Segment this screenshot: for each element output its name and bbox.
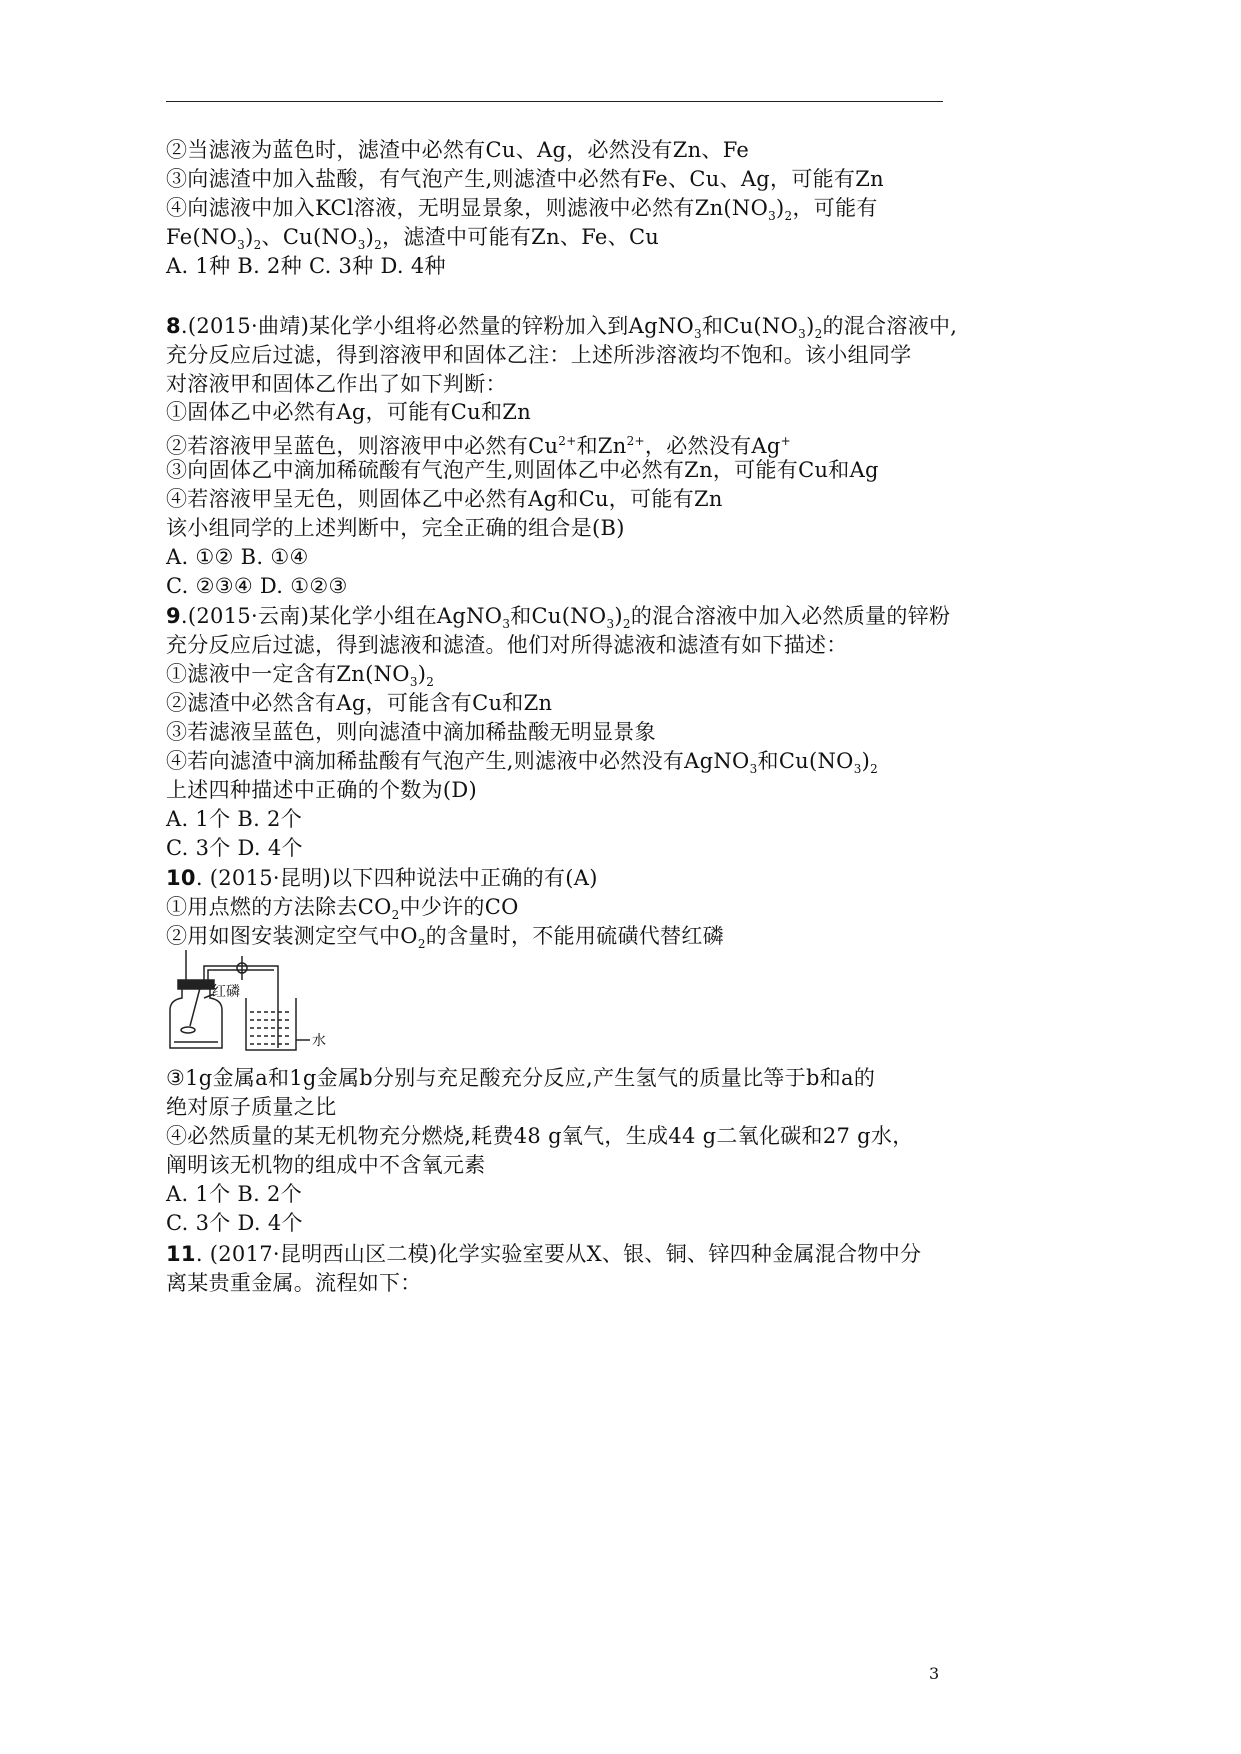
q9-statement-3: ③若滤液呈蓝色，则向滤渣中滴加稀盐酸无明显景象 [166, 720, 656, 744]
q10-statement-4-cont: 阐明该无机物的组成中不含氧元素 [166, 1153, 486, 1177]
q8-statement-2: ②若溶液甲呈蓝色，则溶液甲中必然有$Cu^{2+}$和$Zn^{2+}$，必然没有Ag+ [166, 434, 791, 458]
q10-stem: 10. (2015·昆明)以下四种说法中正确的有(A) [166, 866, 598, 890]
q8-stem-3: 对溶液甲和固体乙作出了如下判断： [166, 372, 507, 396]
q8-stem-2: 充分反应后过滤，得到溶液甲和固体乙注：上述所涉溶液均不饱和。该小组同学 [166, 343, 912, 367]
q9-stem-2: 充分反应后过滤，得到滤液和滤渣。他们对所得滤液和滤渣有如下描述： [166, 633, 848, 657]
prev-statement-4: ④向滤液中加入KCl溶液，无明显景象，则滤液中必然有$Zn(NO_3)_2$，可能有 [166, 196, 878, 224]
q9-statement-1: ①滤液中一定含有$Zn(NO_3)_2$ [166, 662, 435, 690]
q10-statement-3-cont: 绝对原子质量之比 [166, 1095, 337, 1119]
q10-statement-3: ③1g金属a和1g金属b分别与充足酸充分反应,产生氢气的质量比等于b和a的 [166, 1066, 876, 1090]
page-number: 3 [929, 1664, 940, 1683]
q11-stem-2: 离某贵重金属。流程如下： [166, 1271, 422, 1295]
q9-stem-1: 9.(2015·云南)某化学小组在AgNO$_3$和$Cu(NO_3)_2$的混合溶液中加入必然质量的锌粉 [166, 604, 951, 632]
q8-options-1: A. ①② B. ①④ [166, 545, 309, 569]
q10-options-1: A. 1个 B. 2个 [166, 1182, 302, 1206]
q9-options-2: C. 3个 D. 4个 [166, 836, 303, 860]
fig-label-water: 水 [312, 1032, 326, 1048]
q11-number: 11 [166, 1242, 196, 1266]
q8-stem-1: 8.(2015·曲靖)某化学小组将必然量的锌粉加入到AgNO$_3$和$Cu(NO_3)_2$的混合溶液中, [166, 314, 958, 342]
q9-number: 9 [166, 604, 181, 628]
q8-options-2: C. ②③④ D. ①②③ [166, 574, 348, 598]
prev-statement-4-cont: $Fe(NO_3)_2$、$Cu(NO_3)_2$，滤渣中可能有Zn、Fe、Cu [166, 225, 660, 253]
q9-statement-4: ④若向滤渣中滴加稀盐酸有气泡产生,则滤液中必然没有AgNO$_3$和$Cu(NO_3)_2$ [166, 749, 879, 777]
prev-statement-3: ③向滤渣中加入盐酸，有气泡产生,则滤渣中必然有Fe、Cu、Ag，可能有Zn [166, 167, 884, 191]
prev-options: A. 1种 B. 2种 C. 3种 D. 4种 [166, 254, 446, 278]
q10-statement-4: ④必然质量的某无机物充分燃烧,耗费48 g氧气，生成44 g二氧化碳和27 g水， [166, 1124, 914, 1148]
q8-statement-3: ③向固体乙中滴加稀硫酸有气泡产生,则固体乙中必然有Zn，可能有Cu和Ag [166, 458, 879, 482]
q9-prompt: 上述四种描述中正确的个数为(D) [166, 778, 478, 802]
prev-statement-2: ②当滤液为蓝色时，滤渣中必然有Cu、Ag，必然没有Zn、Fe [166, 138, 750, 162]
q10-statement-1: ①用点燃的方法除去$CO_2$中少许的CO [166, 895, 519, 923]
q8-statement-4: ④若溶液甲呈无色，则固体乙中必然有Ag和Cu，可能有Zn [166, 487, 723, 511]
q8-prompt: 该小组同学的上述判断中，完全正确的组合是(B) [166, 516, 625, 540]
q11-stem-1: 11. (2017·昆明西山区二模)化学实验室要从X、银、铜、锌四种金属混合物中分 [166, 1242, 922, 1266]
apparatus-figure [160, 948, 340, 1052]
fig-label-red-phosphorus: 红磷 [212, 983, 240, 999]
q9-options-1: A. 1个 B. 2个 [166, 807, 302, 831]
q10-statement-2: ②用如图安装测定空气中$O_2$的含量时，不能用硫磺代替红磷 [166, 924, 724, 952]
q8-statement-1: ①固体乙中必然有Ag，可能有Cu和Zn [166, 400, 532, 424]
q9-statement-2: ②滤渣中必然含有Ag，可能含有Cu和Zn [166, 691, 553, 715]
q10-options-2: C. 3个 D. 4个 [166, 1211, 303, 1235]
q10-number: 10 [166, 866, 196, 890]
header-rule [166, 101, 943, 102]
q8-number: 8 [166, 314, 181, 338]
